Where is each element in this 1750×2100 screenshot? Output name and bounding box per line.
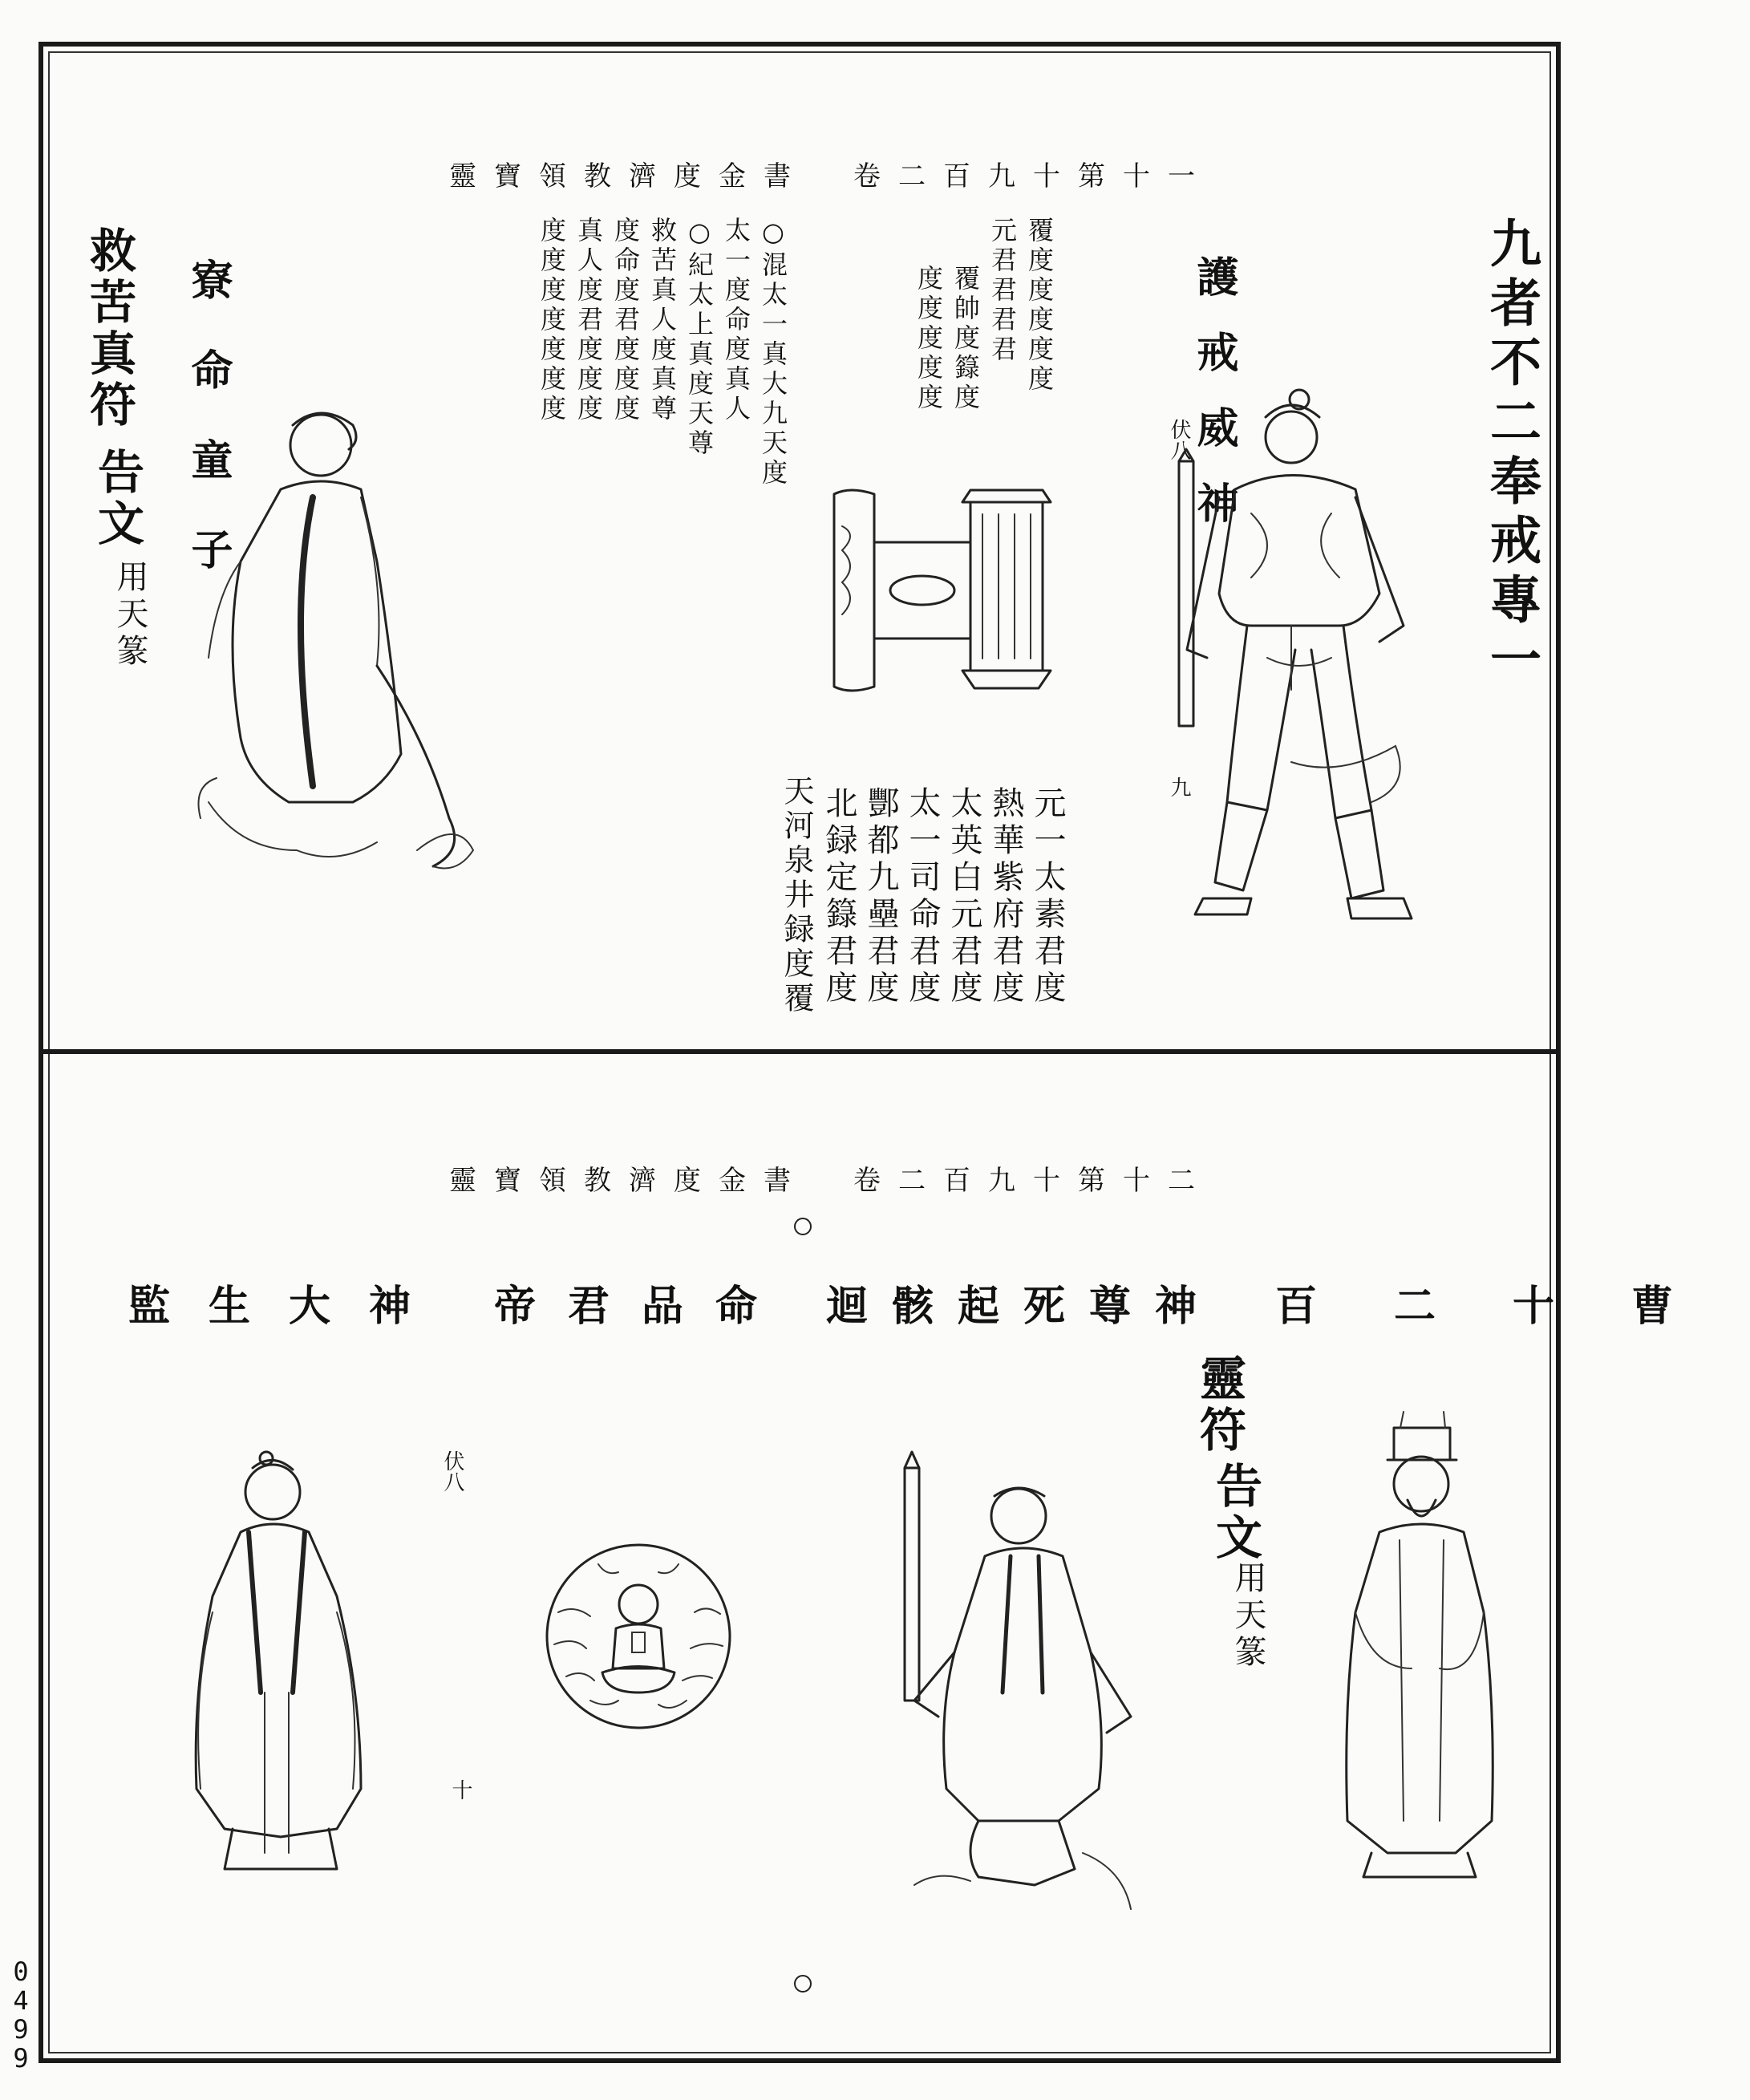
top-mark-fu: 伏八 bbox=[1167, 419, 1191, 460]
top-mark-nine: 九 bbox=[1167, 776, 1191, 797]
top-proclamation: 告文 bbox=[90, 448, 144, 550]
circle-mark-top bbox=[794, 1218, 812, 1235]
text-column: 度度度度度 bbox=[913, 265, 944, 413]
text-column: 北録定籙君度 bbox=[820, 786, 857, 1007]
top-running-header: 靈寶領教濟度金書 卷二百九十第十一 bbox=[449, 160, 1213, 193]
radiant-infant-emblem bbox=[542, 1540, 735, 1733]
panel-divider bbox=[43, 1049, 1556, 1054]
text-column: 覆帥度籙度 bbox=[950, 265, 981, 413]
text-column: 太一司命君度 bbox=[904, 786, 941, 1007]
bottom-proclamation-note: 用天篆 bbox=[1229, 1561, 1266, 1672]
guardian-caption: 護戒威神 bbox=[1189, 255, 1238, 557]
caption-hundred-twenty-bureaus: 百二十曹 bbox=[1275, 1282, 1750, 1331]
bottom-talisman-title: 靈符 bbox=[1192, 1354, 1246, 1457]
attendant-caption: 寮命童子 bbox=[184, 258, 233, 618]
top-talisman-title: 救苦真符 bbox=[82, 226, 136, 432]
altar-illustration bbox=[826, 478, 1067, 711]
emperor-lord-figure bbox=[1323, 1404, 1508, 1885]
attendant-boy-figure bbox=[192, 401, 497, 882]
bottom-running-header: 靈寶領教濟度金書 卷二百九十第十二 bbox=[449, 1165, 1213, 1197]
sword-deity-figure bbox=[890, 1452, 1163, 1917]
guardian-deity-figure bbox=[1171, 385, 1436, 939]
text-column: 覆度度度度度 bbox=[1024, 217, 1055, 395]
text-column: ○混太一真大九天度 bbox=[758, 217, 788, 489]
text-column: 酆都九壘君度 bbox=[862, 786, 899, 1007]
circle-mark-bottom bbox=[794, 1975, 812, 1993]
text-column: 太一度命度真人 bbox=[721, 217, 751, 424]
text-column: 度度度度度度度 bbox=[537, 217, 567, 424]
caption-reviving-deity: 迴骸起死尊神 bbox=[826, 1282, 1221, 1331]
caption-emperor-lord: 帝君品命 bbox=[494, 1282, 790, 1331]
bottom-mark-ten: 十 bbox=[448, 1779, 472, 1800]
text-column: 度命度君度度度 bbox=[610, 217, 641, 424]
text-column: 救苦真人度真尊 bbox=[647, 217, 678, 424]
birth-supervisor-figure bbox=[176, 1452, 385, 1885]
bottom-proclamation: 告文 bbox=[1208, 1461, 1262, 1564]
bottom-mark-fu: 伏八 bbox=[440, 1450, 464, 1492]
text-column: 天河泉井録度覆 bbox=[779, 775, 814, 1016]
text-column: 元君君君君 bbox=[987, 217, 1018, 365]
page-number: 0499 bbox=[13, 1956, 29, 2074]
top-side-title: 九者不二奉戒專一 bbox=[1481, 217, 1541, 691]
text-column: 熱華紫府君度 bbox=[987, 786, 1024, 1007]
text-column: 真人度君度度度 bbox=[573, 217, 604, 424]
caption-birth-supervisor: 監生大神 bbox=[128, 1282, 450, 1331]
text-column: 太英白元君度 bbox=[946, 786, 982, 1007]
text-column: 元一太素君度 bbox=[1029, 786, 1066, 1007]
top-proclamation-note: 用天篆 bbox=[111, 560, 148, 671]
text-column: ○紀太上真度天尊 bbox=[684, 217, 715, 459]
